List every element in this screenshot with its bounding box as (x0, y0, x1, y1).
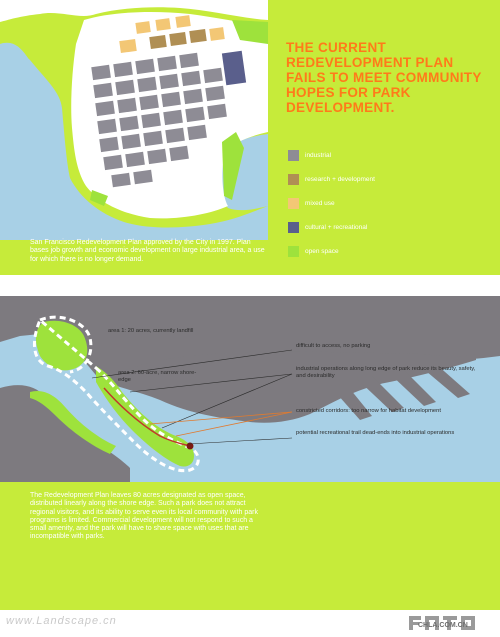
annotation-corridors: constricted corridors: too narrow for habitat development (296, 408, 441, 414)
legend-swatch (288, 222, 299, 233)
redevelopment-plan-map (0, 0, 268, 240)
legend-item-research-development (288, 171, 438, 187)
legend-label: research + development (305, 175, 375, 183)
annotation-access: difficult to access, no parking (296, 343, 371, 349)
legend-swatch (288, 198, 299, 209)
legend-item-mixed-use (288, 195, 438, 211)
shoreline-park-map (0, 296, 500, 482)
headline: THE CURRENT REDEVELOPMENT PLAN FAILS TO MEET COMMUNITY HOPES FOR PARK DEVELOPMENT. (286, 40, 482, 115)
legend-label: open space (305, 247, 339, 255)
legend-label: industrial (305, 151, 332, 159)
legend-swatch (288, 246, 299, 257)
watermark-text: CHLA.COM.CN (418, 622, 468, 629)
area1-label: area 1: 20 acres, currently landfill (108, 328, 194, 334)
legend-swatch (288, 174, 299, 185)
map-legend (288, 147, 438, 267)
legend-swatch (288, 150, 299, 161)
area2-label: area 2: 60-acre, narrow shore-edge (118, 370, 197, 383)
legend-item-cultural-recreational (288, 219, 438, 235)
legend-label: cultural + recreational (305, 223, 368, 231)
legend-item-industrial (288, 147, 438, 163)
site-url: www.Landscape.cn (6, 615, 117, 627)
annotation-industrial: industrial operations along long edge of park reduce its beauty, safety, and desirability (296, 366, 476, 379)
top-caption: San Francisco Redevelopment Plan approved by the City in 1997. Plan bases job growth and economic development on large industrial area, a use for which there is no longer demand. (30, 239, 265, 263)
legend-item-open-space (288, 243, 438, 259)
legend-label: mixed use (305, 199, 335, 207)
annotation-trail: potential recreational trail dead-ends into industrial operations (296, 430, 455, 436)
bottom-caption: The Redevelopment Plan leaves 80 acres designated as open space, distributed linearly along the shore edge. Such a park does not attract regional visitors, and its ability to serve even its local community with park programs is limited. Commercial development will not respond to such a small amenity, and the park will have to share space with uses that are incompatible with parks. (30, 492, 258, 541)
